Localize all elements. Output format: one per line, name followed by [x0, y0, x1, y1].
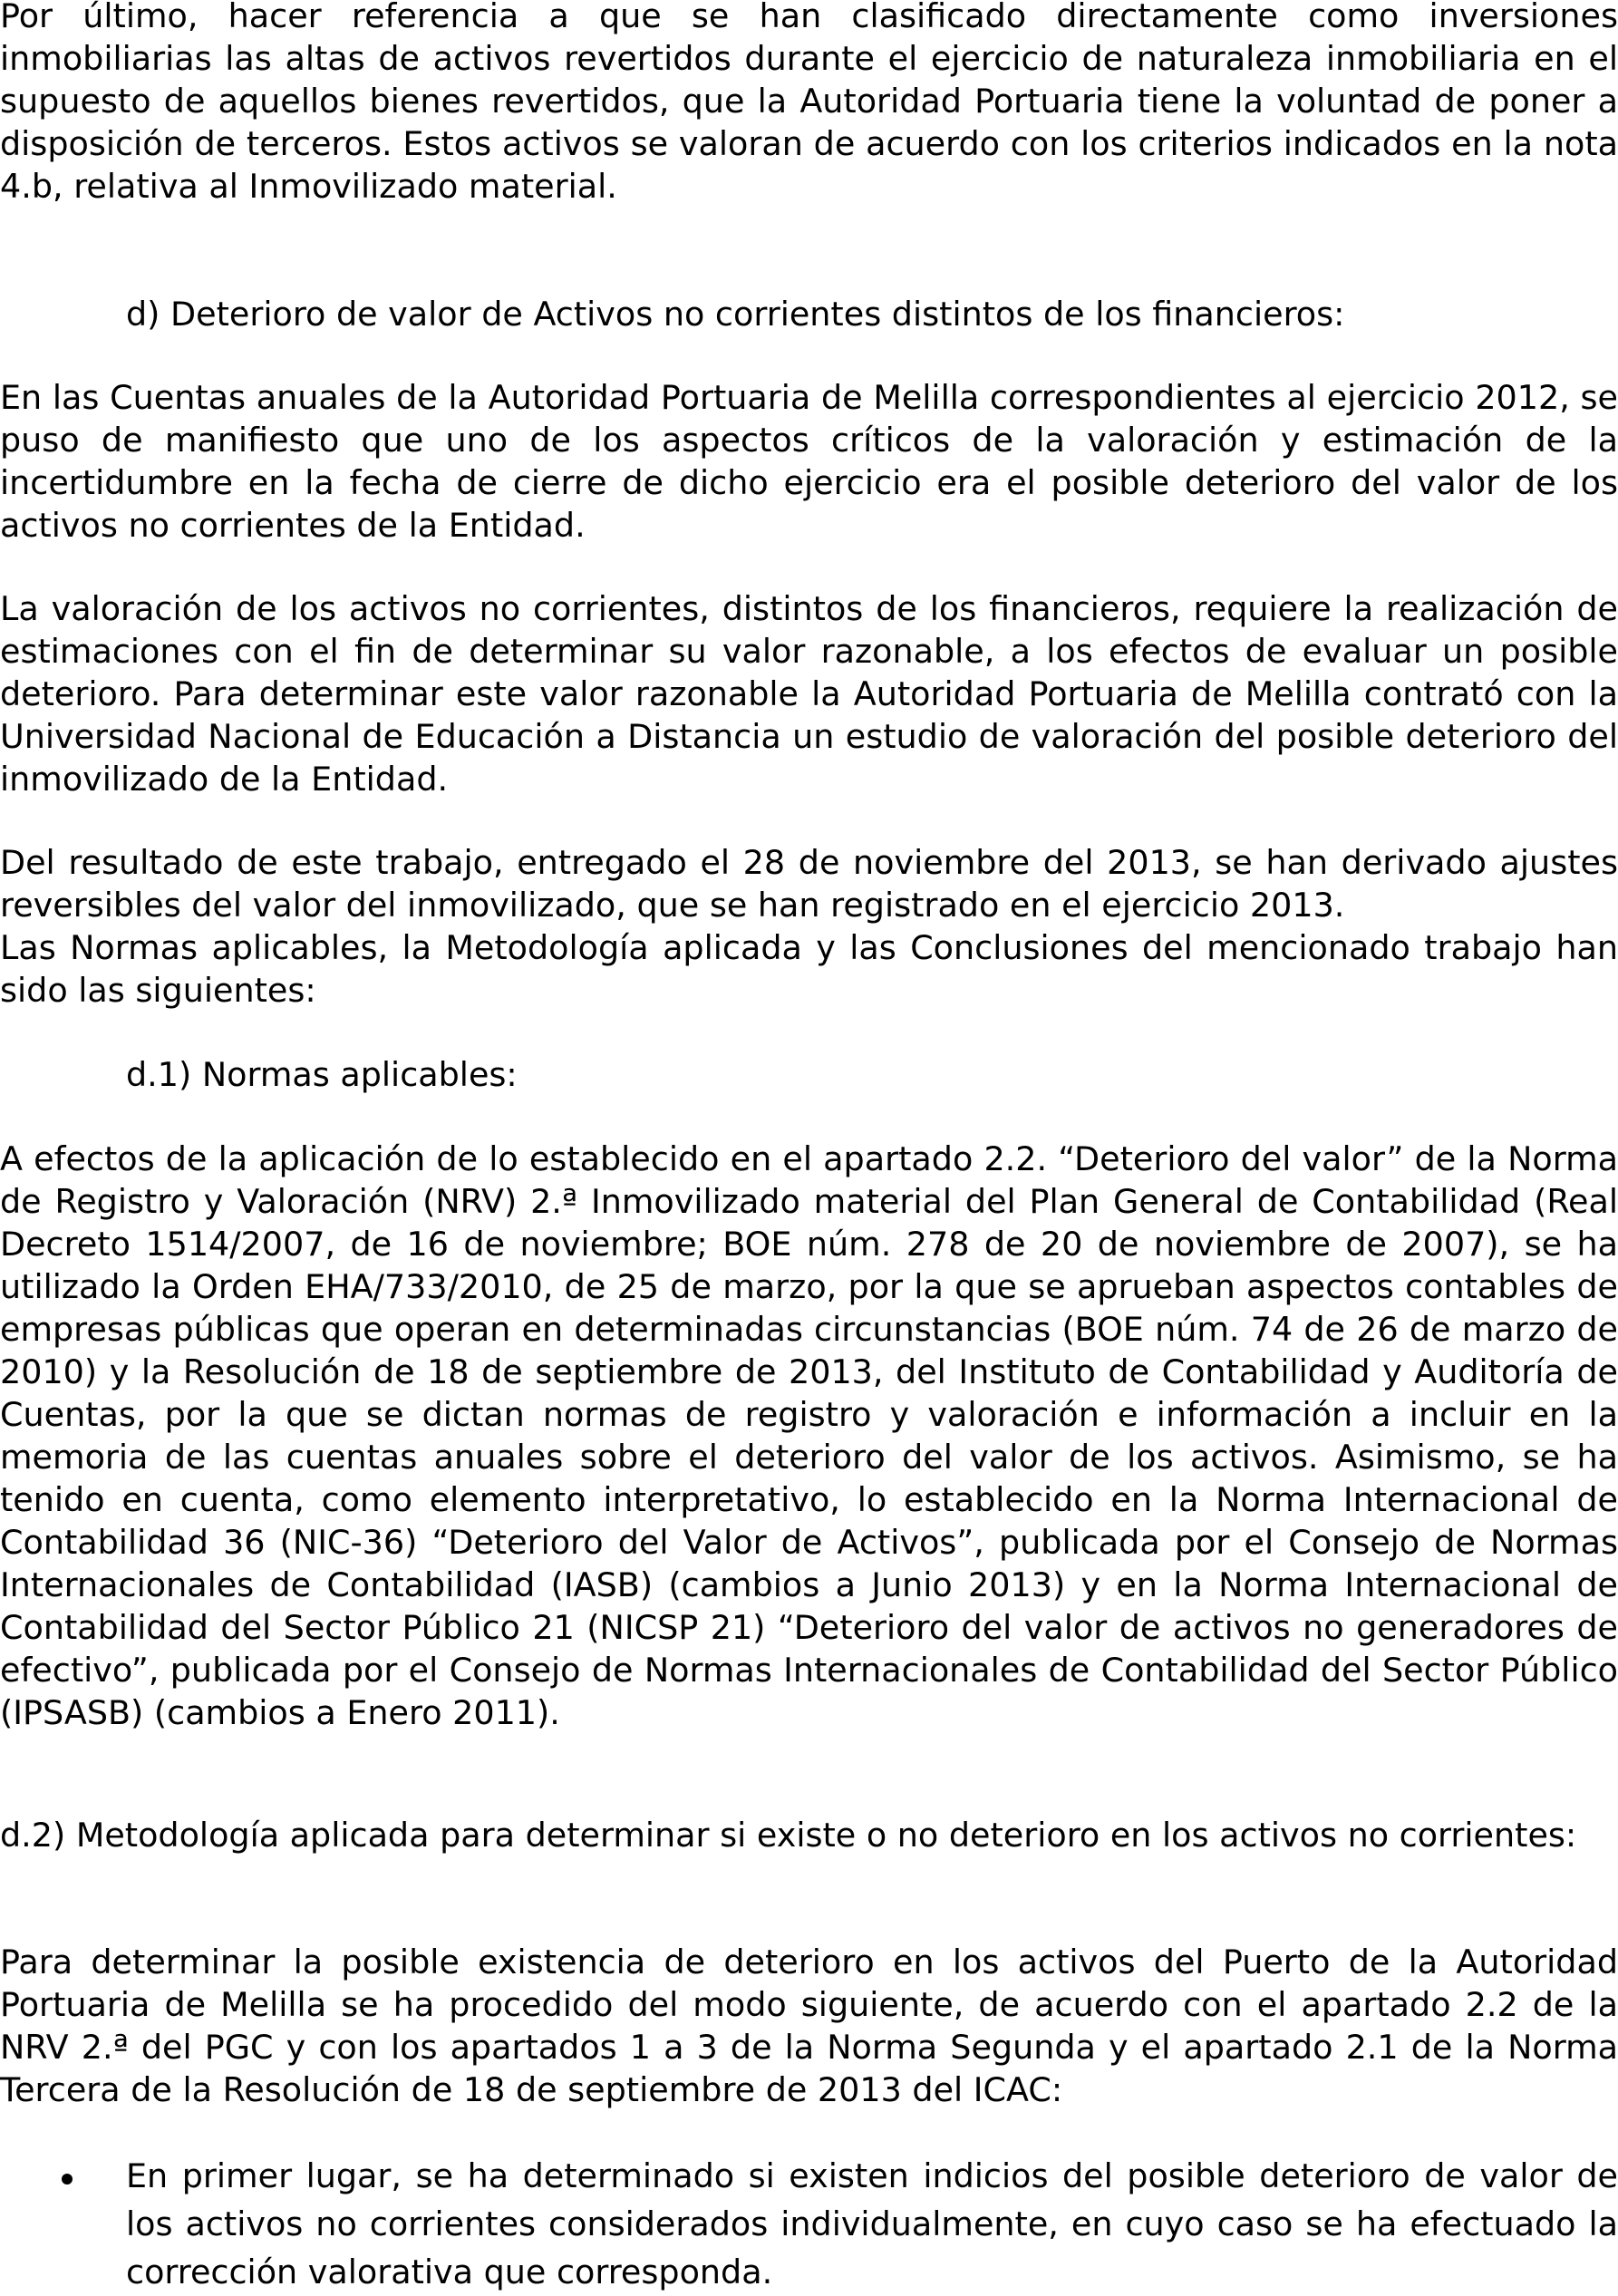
- paragraph-annual-accounts-2012: En las Cuentas anuales de la Autoridad Portuaria de Melilla correspondientes al ejercicio 2012, se puso de manifiesto que uno de los aspectos críticos de la valoración y estimación de la incertidumbre en la fecha de cierre de dicho ejercicio era el posible deterioro del valor de los activos no corrientes de la Entidad.: [0, 378, 1618, 545]
- paragraph-norms-methodology-intro: Las Normas aplicables, la Metodología aplicada y las Conclusiones del mencionado trabajo han sido las siguientes:: [0, 928, 1618, 1010]
- list-item: En primer lugar, se ha determinado si existen indicios del posible deterioro de valor de los activos no corrientes considerados individualmente, en cuyo caso se ha efectuado la corrección valorativa que corresponda.: [126, 2156, 1618, 2291]
- paragraph-valuation-estimates: La valoración de los activos no corrientes, distintos de los financieros, requiere la realización de estimaciones con el fin de determinar su valor razonable, a los efectos de evaluar un posible deterioro. Para determinar este valor razonable la Autoridad Portuaria de Melilla contrató con la Universidad Nacional de Educación a Distancia un estudio de valoración del posible deterioro del inmovilizado de la Entidad.: [0, 589, 1618, 799]
- heading-section-d: d) Deterioro de valor de Activos no corrientes distintos de los financieros:: [126, 295, 1345, 334]
- paragraph-reversion-assets: Por último, hacer referencia a que se han clasificado directamente como inversiones inmobiliarias las altas de activos revertidos durante el ejercicio de naturaleza inmobiliaria en el supuesto de aquellos bienes revertidos, que la Autoridad Portuaria tiene la voluntad de poner a disposición de terceros. Estos activos se valoran de acuerdo con los criterios indicados en la nota 4.b, relativa al Inmovilizado material.: [0, 0, 1618, 206]
- paragraph-work-result: Del resultado de este trabajo, entregado el 28 de noviembre del 2013, se han derivado ajustes reversibles del valor del inmovilizado, que se han registrado en el ejercicio 2013.: [0, 843, 1618, 925]
- heading-section-d2: d.2) Metodología aplicada para determinar si existe o no deterioro en los activos no corrientes:: [0, 1816, 1577, 1855]
- heading-section-d1: d.1) Normas aplicables:: [126, 1055, 518, 1094]
- paragraph-methodology-procedure: Para determinar la posible existencia de deterioro en los activos del Puerto de la Autoridad Portuaria de Melilla se ha procedido del modo siguiente, de acuerdo con el apartado 2.2 de la NRV 2.ª del PGC y con los apartados 1 a 3 de la Norma Segunda y el apartado 2.1 de la Norma Tercera de la Resolución de 18 de septiembre de 2013 del ICAC:: [0, 1942, 1618, 2109]
- paragraph-applicable-norms: A efectos de la aplicación de lo establecido en el apartado 2.2. “Deterioro del valor” de la Norma de Registro y Valoración (NRV) 2.ª Inmovilizado material del Plan General de Contabilidad (Real Decreto 1514/2007, de 16 de noviembre; BOE núm. 278 de 20 de noviembre de 2007), se ha utilizado la Orden EHA/733/2010, de 25 de marzo, por la que se aprueban aspectos contables de empresas públicas que operan en determinadas circunstancias (BOE núm. 74 de 26 de marzo de 2010) y la Resolución de 18 de septiembre de 2013, del Instituto de Contabilidad y Auditoría de Cuentas, por la que se dictan normas de registro y valoración e información a incluir en la memoria de las cuentas anuales sobre el deterioro del valor de los activos. Asimismo, se ha tenido en cuenta, como elemento interpretativo, lo establecido en la Norma Internacional de Contabilidad 36 (NIC-36) “Deterioro del Valor de Activos”, publicada por el Consejo de Normas Internacionales de Contabilidad (IASB) (cambios a Junio 2013) y en la Norma Internacional de Contabilidad del Sector Público 21 (NICSP 21) “Deterioro del valor de activos no generadores de efectivo”, publicada por el Consejo de Normas Internacionales de Contabilidad del Sector Público (IPSASB) (cambios a Enero 2011).: [0, 1139, 1618, 1732]
- bullet-icon: [62, 2174, 73, 2185]
